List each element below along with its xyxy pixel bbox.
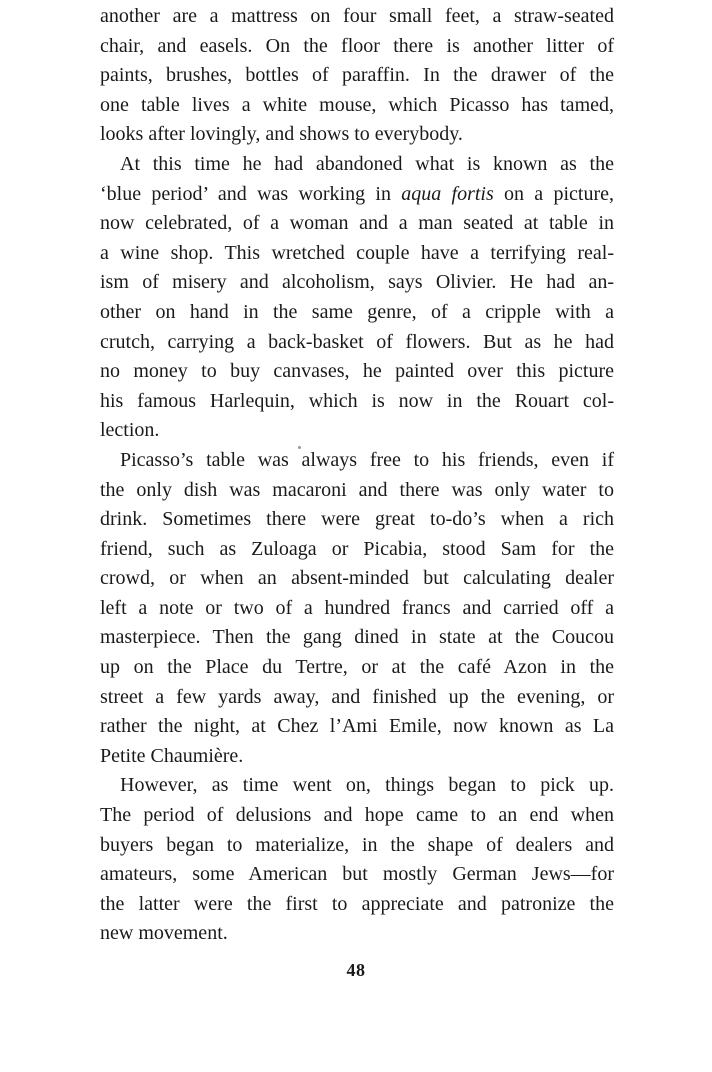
body-text (100, 2, 614, 949)
text-line: amateurs, some American but mostly German Jews—for (100, 863, 614, 886)
text-line: street a few yards away, and finished up the evening, or (100, 685, 614, 708)
ink-speck (298, 446, 301, 449)
paragraph (100, 446, 614, 772)
text-line: looks after lovingly, and shows to everybody. (100, 123, 463, 146)
text-line: one table lives a white mouse, which Picasso has tamed, (100, 93, 614, 116)
text-line: ism of misery and alcoholism, says Olivier. He had an- (100, 271, 614, 294)
text-line: The period of delusions and hope came to an end when (100, 804, 614, 827)
text-line: a wine shop. This wretched couple have a terrifying real- (100, 241, 614, 264)
text-line: crowd, or when an absent-minded but calculating dealer (100, 567, 614, 590)
text-line: However, as time went on, things began to pick up. (120, 774, 614, 797)
text-line: At this time he had abandoned what is known as the (120, 152, 614, 175)
text-line: no money to buy canvases, he painted over this picture (100, 360, 614, 383)
paragraph (100, 2, 614, 150)
text-line: paints, brushes, bottles of paraffin. In the drawer of the (100, 64, 614, 87)
text-line: chair, and easels. On the floor there is another litter of (100, 34, 614, 57)
text-line: other on hand in the same genre, of a cripple with a (100, 300, 614, 323)
paragraph (100, 771, 614, 949)
page-number: 48 (346, 960, 366, 980)
paragraph (100, 150, 614, 446)
text-line: another are a mattress on four small feet, a straw-seated (100, 5, 614, 27)
text-line: crutch, carrying a back-basket of flowers. But as he had (100, 330, 614, 353)
text-line: left a note or two of a hundred francs and carried off a (100, 596, 614, 619)
text-line: lection. (100, 419, 160, 442)
text-line: ‘blue period’ and was working in aqua fortis on a picture, (100, 182, 614, 205)
text-line: Petite Chaumière. (100, 744, 244, 767)
text-line: buyers began to materialize, in the shape of dealers and (100, 833, 614, 856)
text-line: Picasso’s table was always free to his friends, even if (120, 448, 614, 471)
text-line: the only dish was macaroni and there was only water to (100, 478, 614, 501)
text-line: friend, such as Zuloaga or Picabia, stood Sam for the (100, 537, 614, 560)
text-line: new movement. (100, 922, 228, 945)
text-line: up on the Place du Tertre, or at the café Azon in the (100, 656, 614, 679)
text-line: now celebrated, of a woman and a man seated at table in (100, 212, 614, 235)
text-line: rather the night, at Chez l’Ami Emile, now known as La (100, 715, 614, 738)
text-line: drink. Sometimes there were great to-do’s when a rich (100, 508, 614, 531)
text-line: the latter were the first to appreciate and patronize the (100, 892, 614, 915)
text-line: masterpiece. Then the gang dined in state at the Coucou (100, 626, 614, 649)
text-line: his famous Harlequin, which is now in the Rouart col- (100, 389, 614, 412)
